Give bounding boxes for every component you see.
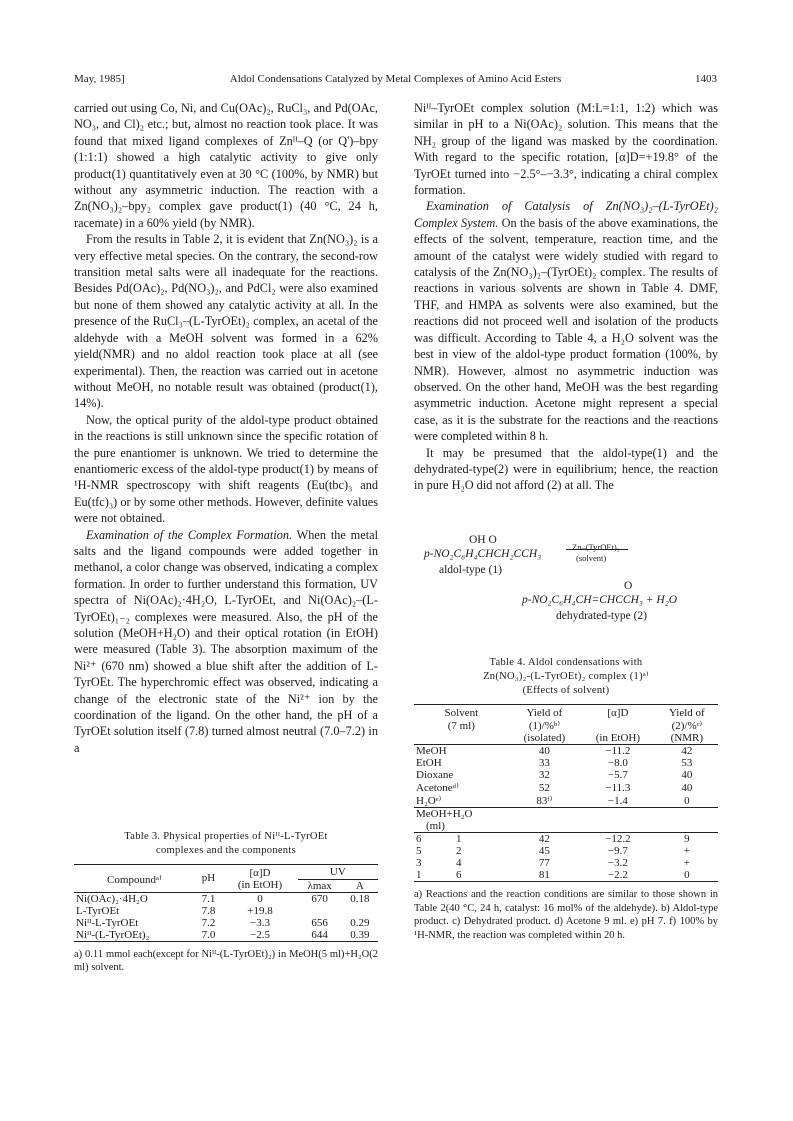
paragraph: From the results in Table 2, it is evident that Zn(NO₃)₂ is a very effective metal species. On the contrary, the second-row transition metal salts were all inadequate for the reactions. Besides Pd(OAc)₂, Pd(NO₃)₂, and PdCl₂ were also examined but none of them showed any catalytic activity at all. In the presence of the RuCl₃–(L-TyrOEt)₂ complex, an acetal of the aldehyde with a MeOH solvent was formed in a 62% yield(NMR) and no aldol reaction took place at all (see experimental). Then, the reaction was carried out in acetone without MeOH, no notable result was obtained (product(1), 14%).: [74, 232, 378, 411]
table-footnote: a) Reactions and the reaction conditions are similar to those shown in Table 2(40 °C, 24 h, catalyst: 16 mol% of the aldehyde). b) Aldol-type product. c) Dehydrated product. d) Acetone 9 ml. e) pH 7. f) 100% by ¹H-NMR, the reaction was completed within 20 h.: [414, 889, 718, 941]
running-header: [74, 73, 717, 89]
table-caption: Table 3. Physical properties of Niᴵᴵ-L-TyrOEt: [124, 831, 328, 842]
table-header: Compoundᵃ⁾: [74, 865, 195, 893]
right-column: [414, 100, 718, 494]
paragraph: Examination of Catalysis of Zn(NO₃)₂–(L-TyrOEt)₂ Complex System. On the basis of the above examinations, the effects of the solvent, temperature, reaction time, and the amount of the catalyst were widely studied with regard to catalysis of the Zn(NO₃)₂–(TyrOEt)₂ complex. The results of reactions in various solvents are shown in Table 4. DMF, THF, and HMPA as solvents were also examined, but the reactions did not proceed well and isolation of the products was difficult. According to Table 4, a H₂O solvent was the best in view of the aldol-type product formation (100%, by NMR). However, almost no asymmetric induction was observed. On the other hand, MeOH was the best regarding asymmetric induction. Acetone might represent a special case, as it is the substrate for the reactions and the reactions were completed within 8 h.: [414, 199, 718, 444]
scheme-top-labels: OH O: [469, 534, 497, 546]
table-row: 1 6 81 −2.2 0: [414, 869, 718, 882]
table-footnote: a) 0.11 mmol each(except for Niᴵᴵ-(L-TyrOEt)₂) in MeOH(5 ml)+H₂O(2 ml) solvent.: [74, 948, 378, 973]
table-4: [414, 656, 718, 942]
table-3: [74, 830, 378, 975]
data-table: Solvent Yield of [α]D Yield of (7 ml) (1)/%ᵇ⁾ (2)/%ᶜ⁾ (isolated) (in EtOH) (NMR) MeOH 40 −11.2 42 EtOH 33 −8.0 53 Dioxane 32 −5.7 40 Acetoneᵈ⁾ 52 −11.3 40 H₂Oᵉ⁾ 83ᶠ⁾ −1.4 0 MeOH+H₂O (ml) 6 1 42 −12.2 9 5 2 45 −9.7 + 3 4 77 −3.2 + 1 6 81 −2.2 0: [414, 704, 718, 882]
table-header: pH: [195, 865, 223, 893]
header-date: May, 1985]: [74, 73, 125, 85]
table-header: UV: [298, 865, 378, 880]
scheme-formula-1: p-NO₂C₆H₄CHCH₂CCH₃: [424, 548, 542, 560]
paragraph: Now, the optical purity of the aldol-type product obtained in the reactions is still unknown since the specific rotation of the pure enantiomer is unknown. We tried to determine the enantiomeric excess of the aldol-type product(1) by means of ¹H-NMR spectroscopy with shift reagents (Eu(tbc)₃ and Eu(tfc)₃) or by some other methods. However, definite values were not obtained.: [74, 412, 378, 526]
left-column: [74, 100, 378, 756]
table-header: A: [342, 879, 378, 892]
paragraph: Niᴵᴵ–TyrOEt complex solution (M:L=1:1, 1:2) which was similar in pH to a Ni(OAc)₂ solution. This means that the NH₂ group of the ligand was masked by the coordination. With regard to the specific rotation, [α]D=+19.8° of the TyrOEt turned into −2.5°–−3.3°, indicating a chiral complex formation.: [414, 101, 718, 198]
arrow-label-bottom: (solvent): [576, 553, 607, 563]
paragraph: carried out using Co, Ni, and Cu(OAc)₂, RuCl₃, and Pd(OAc, NO₃, and Cl)₂ etc.; but, almost no reaction took place. It was found that mixed ligand complexes of Znᴵᴵ–Q (or Q')–bpy (1:1:1) showed a high catalytic activity to give only product(1) quantitatively even at 30 °C (100%, by NMR) but without any asymmetric induction. The reaction with a Zn(NO₃)₂–bpy₂ complex gave product(1) (40 °C, 24 h, racemate) in a 60% yield (by NMR).: [74, 101, 378, 230]
reaction-scheme: [414, 532, 718, 632]
scheme-label-1: aldol-type (1): [439, 564, 502, 576]
arrow-label-top: Zn–(TyrOEt)₂: [572, 542, 620, 552]
table-row: L-TyrOEt 7.8 +19.8: [76, 904, 273, 917]
table-row: 3 4 77 −3.2 +: [416, 857, 690, 869]
table-row: Niᴵᴵ-L-TyrOEt 7.2 −3.3 656 0.29: [76, 916, 370, 929]
table-row: 6 1 42 −12.2 9: [416, 833, 690, 845]
table-row: EtOH 33 −8.0 53: [416, 757, 693, 769]
table-header: [α]D: [222, 865, 297, 880]
paragraph: It may be presumed that the aldol-type(1) and the dehydrated-type(2) were in equilibrium; hence, the reaction in pure H₂O did not afford (2) at all. The: [414, 445, 718, 493]
section-heading: Examination of Catalysis of Zn(NO₃)₂–(L-TyrOEt)₂ Complex System.: [414, 199, 718, 230]
table-caption: (Effects of solvent): [522, 685, 610, 696]
table-header: λmax: [298, 879, 342, 892]
table-row: MeOH 40 −11.2 42: [416, 745, 693, 757]
table-row: 5 2 45 −9.7 +: [416, 845, 690, 857]
scheme-formula-2: p-NO₂C₆H₄CH=CHCCH₃ + H₂O: [522, 594, 677, 606]
scheme-oxygen: O: [624, 580, 633, 592]
table-header: (in EtOH): [222, 879, 297, 892]
equilibrium-arrow: [566, 549, 628, 550]
table-caption: complexes and the components: [156, 845, 296, 856]
scheme-label-2: dehydrated-type (2): [556, 610, 648, 622]
table-caption: Table 4. Aldol condensations with: [489, 657, 643, 668]
section-heading: Examination of the Complex Formation.: [86, 527, 293, 542]
table-row: H₂Oᵉ⁾ 83ᶠ⁾ −1.4 0: [414, 794, 718, 808]
table-row: Niᴵᴵ-(L-TyrOEt)₂ 7.0 −2.5 644 0.39: [74, 929, 378, 942]
table-row: Acetoneᵈ⁾ 52 −11.3 40: [416, 781, 693, 794]
page-number: 1403: [695, 73, 717, 85]
header-title: Aldol Condensations Catalyzed by Metal Complexes of Amino Acid Esters: [229, 73, 562, 85]
data-table: [74, 864, 378, 942]
table-subheader: MeOH+H₂O: [416, 808, 473, 820]
table-caption: Zn(NO₃)₂-(L-TyrOEt)₂ complex (1)ᵃ⁾: [483, 671, 649, 682]
table-row: Dioxane 32 −5.7 40: [416, 769, 693, 781]
paragraph: Examination of the Complex Formation. When the metal salts and the ligand compounds were added together in methanol, a color change was observed, indicating a complex formation. In order to further understand this formation, UV spectra of Ni(OAc)₂·4H₂O, L-TyrOEt, and Ni(OAc)₂–(L-TyrOEt)₁₋₂ complexes were measured. Also, the pH of the solution (MeOH+H₂O) and their optical rotation (in EtOH) were measured (Table 3). The absorption maximum of the Ni²⁺ (670 nm) showed a blue shift after the addition of L-TyrOEt. The hyperchromic effect was observed, indicating a change of the electronic state of the Ni²⁺ ion by the coordination of the ligand. On the other hand, the pH of a TyrOEt solution itself (7.8) turned almost neutral (7.0–7.2) in a: [74, 527, 378, 755]
table-row: Ni(OAc)₂·4H₂O 7.1 0 670 0.18: [76, 892, 370, 905]
